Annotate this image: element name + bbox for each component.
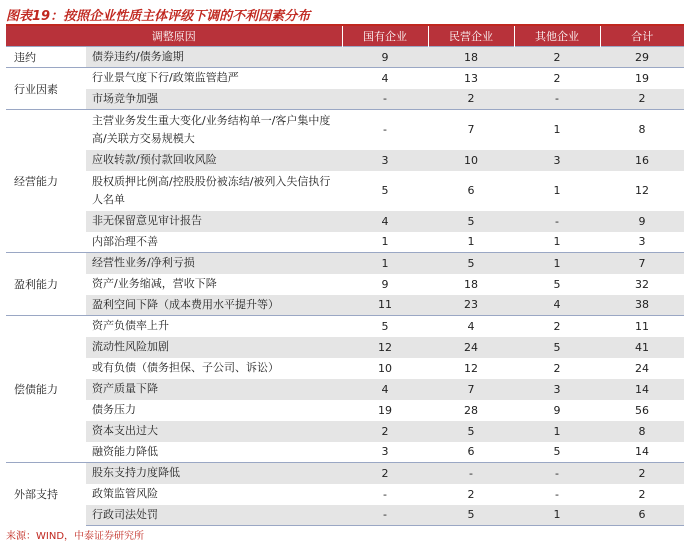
private-count-cell: 7 bbox=[428, 379, 514, 400]
category-cell: 行业因素 bbox=[6, 68, 86, 110]
state-owned-count-cell: 9 bbox=[342, 47, 428, 68]
total-count-cell: 38 bbox=[600, 295, 684, 316]
table-row bbox=[6, 89, 684, 110]
table-row bbox=[6, 337, 684, 358]
table-row bbox=[6, 171, 684, 211]
private-count-cell: 10 bbox=[428, 150, 514, 171]
reason-cell: 主营业务发生重大变化/业务结构单一/客户集中度高/关联方交易规模大 bbox=[86, 110, 342, 150]
state-owned-count-cell: 2 bbox=[342, 463, 428, 484]
table-row bbox=[6, 110, 684, 150]
other-count-cell: - bbox=[514, 484, 600, 505]
total-count-cell: 8 bbox=[600, 110, 684, 150]
total-count-cell: 32 bbox=[600, 274, 684, 295]
header-other: 其他企业 bbox=[514, 26, 600, 47]
state-owned-count-cell: - bbox=[342, 89, 428, 110]
private-count-cell: 1 bbox=[428, 232, 514, 253]
total-count-cell: 2 bbox=[600, 463, 684, 484]
other-count-cell: - bbox=[514, 463, 600, 484]
reason-cell: 政策监管风险 bbox=[86, 484, 342, 505]
private-count-cell: 2 bbox=[428, 89, 514, 110]
total-count-cell: 6 bbox=[600, 505, 684, 526]
table-row bbox=[6, 379, 684, 400]
category-cell: 外部支持 bbox=[6, 463, 86, 526]
reason-cell: 股东支持力度降低 bbox=[86, 463, 342, 484]
total-count-cell: 8 bbox=[600, 421, 684, 442]
total-count-cell: 3 bbox=[600, 232, 684, 253]
private-count-cell: 13 bbox=[428, 68, 514, 89]
other-count-cell: 2 bbox=[514, 358, 600, 379]
other-count-cell: 1 bbox=[514, 110, 600, 150]
other-count-cell: 2 bbox=[514, 47, 600, 68]
category-cell: 经营能力 bbox=[6, 110, 86, 253]
state-owned-count-cell: 5 bbox=[342, 171, 428, 211]
other-count-cell: 2 bbox=[514, 68, 600, 89]
header-total: 合计 bbox=[600, 26, 684, 47]
table-row bbox=[6, 211, 684, 232]
reason-cell: 应收转款/预付款回收风险 bbox=[86, 150, 342, 171]
reason-cell: 资产/业务缩减，营收下降 bbox=[86, 274, 342, 295]
other-count-cell: 2 bbox=[514, 316, 600, 337]
state-owned-count-cell: 3 bbox=[342, 150, 428, 171]
private-count-cell: 23 bbox=[428, 295, 514, 316]
table-row bbox=[6, 68, 684, 89]
table-row bbox=[6, 295, 684, 316]
other-count-cell: 3 bbox=[514, 379, 600, 400]
state-owned-count-cell: 4 bbox=[342, 68, 428, 89]
other-count-cell: 1 bbox=[514, 505, 600, 526]
private-count-cell: 5 bbox=[428, 421, 514, 442]
category-cell: 违约 bbox=[6, 47, 86, 68]
table-row bbox=[6, 400, 684, 421]
private-count-cell: 18 bbox=[428, 274, 514, 295]
state-owned-count-cell: 9 bbox=[342, 274, 428, 295]
reason-cell: 盈利空间下降（成本费用水平提升等） bbox=[86, 295, 342, 316]
total-count-cell: 14 bbox=[600, 379, 684, 400]
reason-cell: 资本支出过大 bbox=[86, 421, 342, 442]
private-count-cell: 7 bbox=[428, 110, 514, 150]
private-count-cell: 4 bbox=[428, 316, 514, 337]
state-owned-count-cell: 3 bbox=[342, 442, 428, 463]
reason-cell: 经营性业务/净利亏损 bbox=[86, 253, 342, 274]
other-count-cell: 5 bbox=[514, 442, 600, 463]
table-row bbox=[6, 316, 684, 337]
header-state-owned: 国有企业 bbox=[342, 26, 428, 47]
total-count-cell: 9 bbox=[600, 211, 684, 232]
total-count-cell: 19 bbox=[600, 68, 684, 89]
total-count-cell: 2 bbox=[600, 89, 684, 110]
state-owned-count-cell: 4 bbox=[342, 211, 428, 232]
private-count-cell: 6 bbox=[428, 171, 514, 211]
state-owned-count-cell: 5 bbox=[342, 316, 428, 337]
state-owned-count-cell: - bbox=[342, 110, 428, 150]
other-count-cell: 1 bbox=[514, 253, 600, 274]
table-row bbox=[6, 442, 684, 463]
state-owned-count-cell: - bbox=[342, 484, 428, 505]
header-reason: 调整原因 bbox=[6, 26, 342, 47]
state-owned-count-cell: 12 bbox=[342, 337, 428, 358]
reason-cell: 债券违约/债务逾期 bbox=[86, 47, 342, 68]
reason-cell: 资产质量下降 bbox=[86, 379, 342, 400]
private-count-cell: 5 bbox=[428, 211, 514, 232]
total-count-cell: 2 bbox=[600, 484, 684, 505]
other-count-cell: 1 bbox=[514, 232, 600, 253]
total-count-cell: 7 bbox=[600, 253, 684, 274]
private-count-cell: 28 bbox=[428, 400, 514, 421]
other-count-cell: 1 bbox=[514, 421, 600, 442]
table-row bbox=[6, 47, 684, 68]
other-count-cell: 4 bbox=[514, 295, 600, 316]
reason-cell: 行政司法处罚 bbox=[86, 505, 342, 526]
private-count-cell: 6 bbox=[428, 442, 514, 463]
category-cell: 偿债能力 bbox=[6, 316, 86, 463]
adjustment-reasons-table bbox=[6, 26, 684, 526]
table-row bbox=[6, 484, 684, 505]
figure-title: 图表19：按照企业性质主体评级下调的不利因素分布 bbox=[6, 9, 311, 24]
table-row bbox=[6, 505, 684, 526]
reason-cell: 资产负债率上升 bbox=[86, 316, 342, 337]
total-count-cell: 41 bbox=[600, 337, 684, 358]
total-count-cell: 24 bbox=[600, 358, 684, 379]
reason-cell: 内部治理不善 bbox=[86, 232, 342, 253]
state-owned-count-cell: 19 bbox=[342, 400, 428, 421]
reason-cell: 或有负债（债务担保、子公司、诉讼） bbox=[86, 358, 342, 379]
state-owned-count-cell: 1 bbox=[342, 253, 428, 274]
state-owned-count-cell: 11 bbox=[342, 295, 428, 316]
table-row bbox=[6, 232, 684, 253]
private-count-cell: 18 bbox=[428, 47, 514, 68]
table-row bbox=[6, 463, 684, 484]
private-count-cell: 5 bbox=[428, 253, 514, 274]
state-owned-count-cell: 4 bbox=[342, 379, 428, 400]
table-row bbox=[6, 358, 684, 379]
reason-cell: 市场竞争加强 bbox=[86, 89, 342, 110]
total-count-cell: 11 bbox=[600, 316, 684, 337]
reason-cell: 流动性风险加剧 bbox=[86, 337, 342, 358]
other-count-cell: 5 bbox=[514, 337, 600, 358]
state-owned-count-cell: - bbox=[342, 505, 428, 526]
header-private: 民营企业 bbox=[428, 26, 514, 47]
private-count-cell: 2 bbox=[428, 484, 514, 505]
private-count-cell: - bbox=[428, 463, 514, 484]
private-count-cell: 5 bbox=[428, 505, 514, 526]
total-count-cell: 29 bbox=[600, 47, 684, 68]
total-count-cell: 14 bbox=[600, 442, 684, 463]
table-row bbox=[6, 253, 684, 274]
reason-cell: 股权质押比例高/控股股份被冻结/被列入失信执行人名单 bbox=[86, 171, 342, 211]
reason-cell: 融资能力降低 bbox=[86, 442, 342, 463]
total-count-cell: 56 bbox=[600, 400, 684, 421]
table-header-row bbox=[6, 26, 684, 47]
other-count-cell: 1 bbox=[514, 171, 600, 211]
reason-cell: 行业景气度下行/政策监管趋严 bbox=[86, 68, 342, 89]
state-owned-count-cell: 10 bbox=[342, 358, 428, 379]
source-note: 来源：WIND，中泰证券研究所 bbox=[6, 531, 145, 542]
table-row bbox=[6, 150, 684, 171]
other-count-cell: - bbox=[514, 89, 600, 110]
other-count-cell: 5 bbox=[514, 274, 600, 295]
category-cell: 盈利能力 bbox=[6, 253, 86, 316]
other-count-cell: 9 bbox=[514, 400, 600, 421]
reason-cell: 债务压力 bbox=[86, 400, 342, 421]
table-row bbox=[6, 274, 684, 295]
state-owned-count-cell: 1 bbox=[342, 232, 428, 253]
private-count-cell: 12 bbox=[428, 358, 514, 379]
table-row bbox=[6, 421, 684, 442]
total-count-cell: 12 bbox=[600, 171, 684, 211]
state-owned-count-cell: 2 bbox=[342, 421, 428, 442]
other-count-cell: - bbox=[514, 211, 600, 232]
other-count-cell: 3 bbox=[514, 150, 600, 171]
private-count-cell: 24 bbox=[428, 337, 514, 358]
reason-cell: 非无保留意见审计报告 bbox=[86, 211, 342, 232]
total-count-cell: 16 bbox=[600, 150, 684, 171]
